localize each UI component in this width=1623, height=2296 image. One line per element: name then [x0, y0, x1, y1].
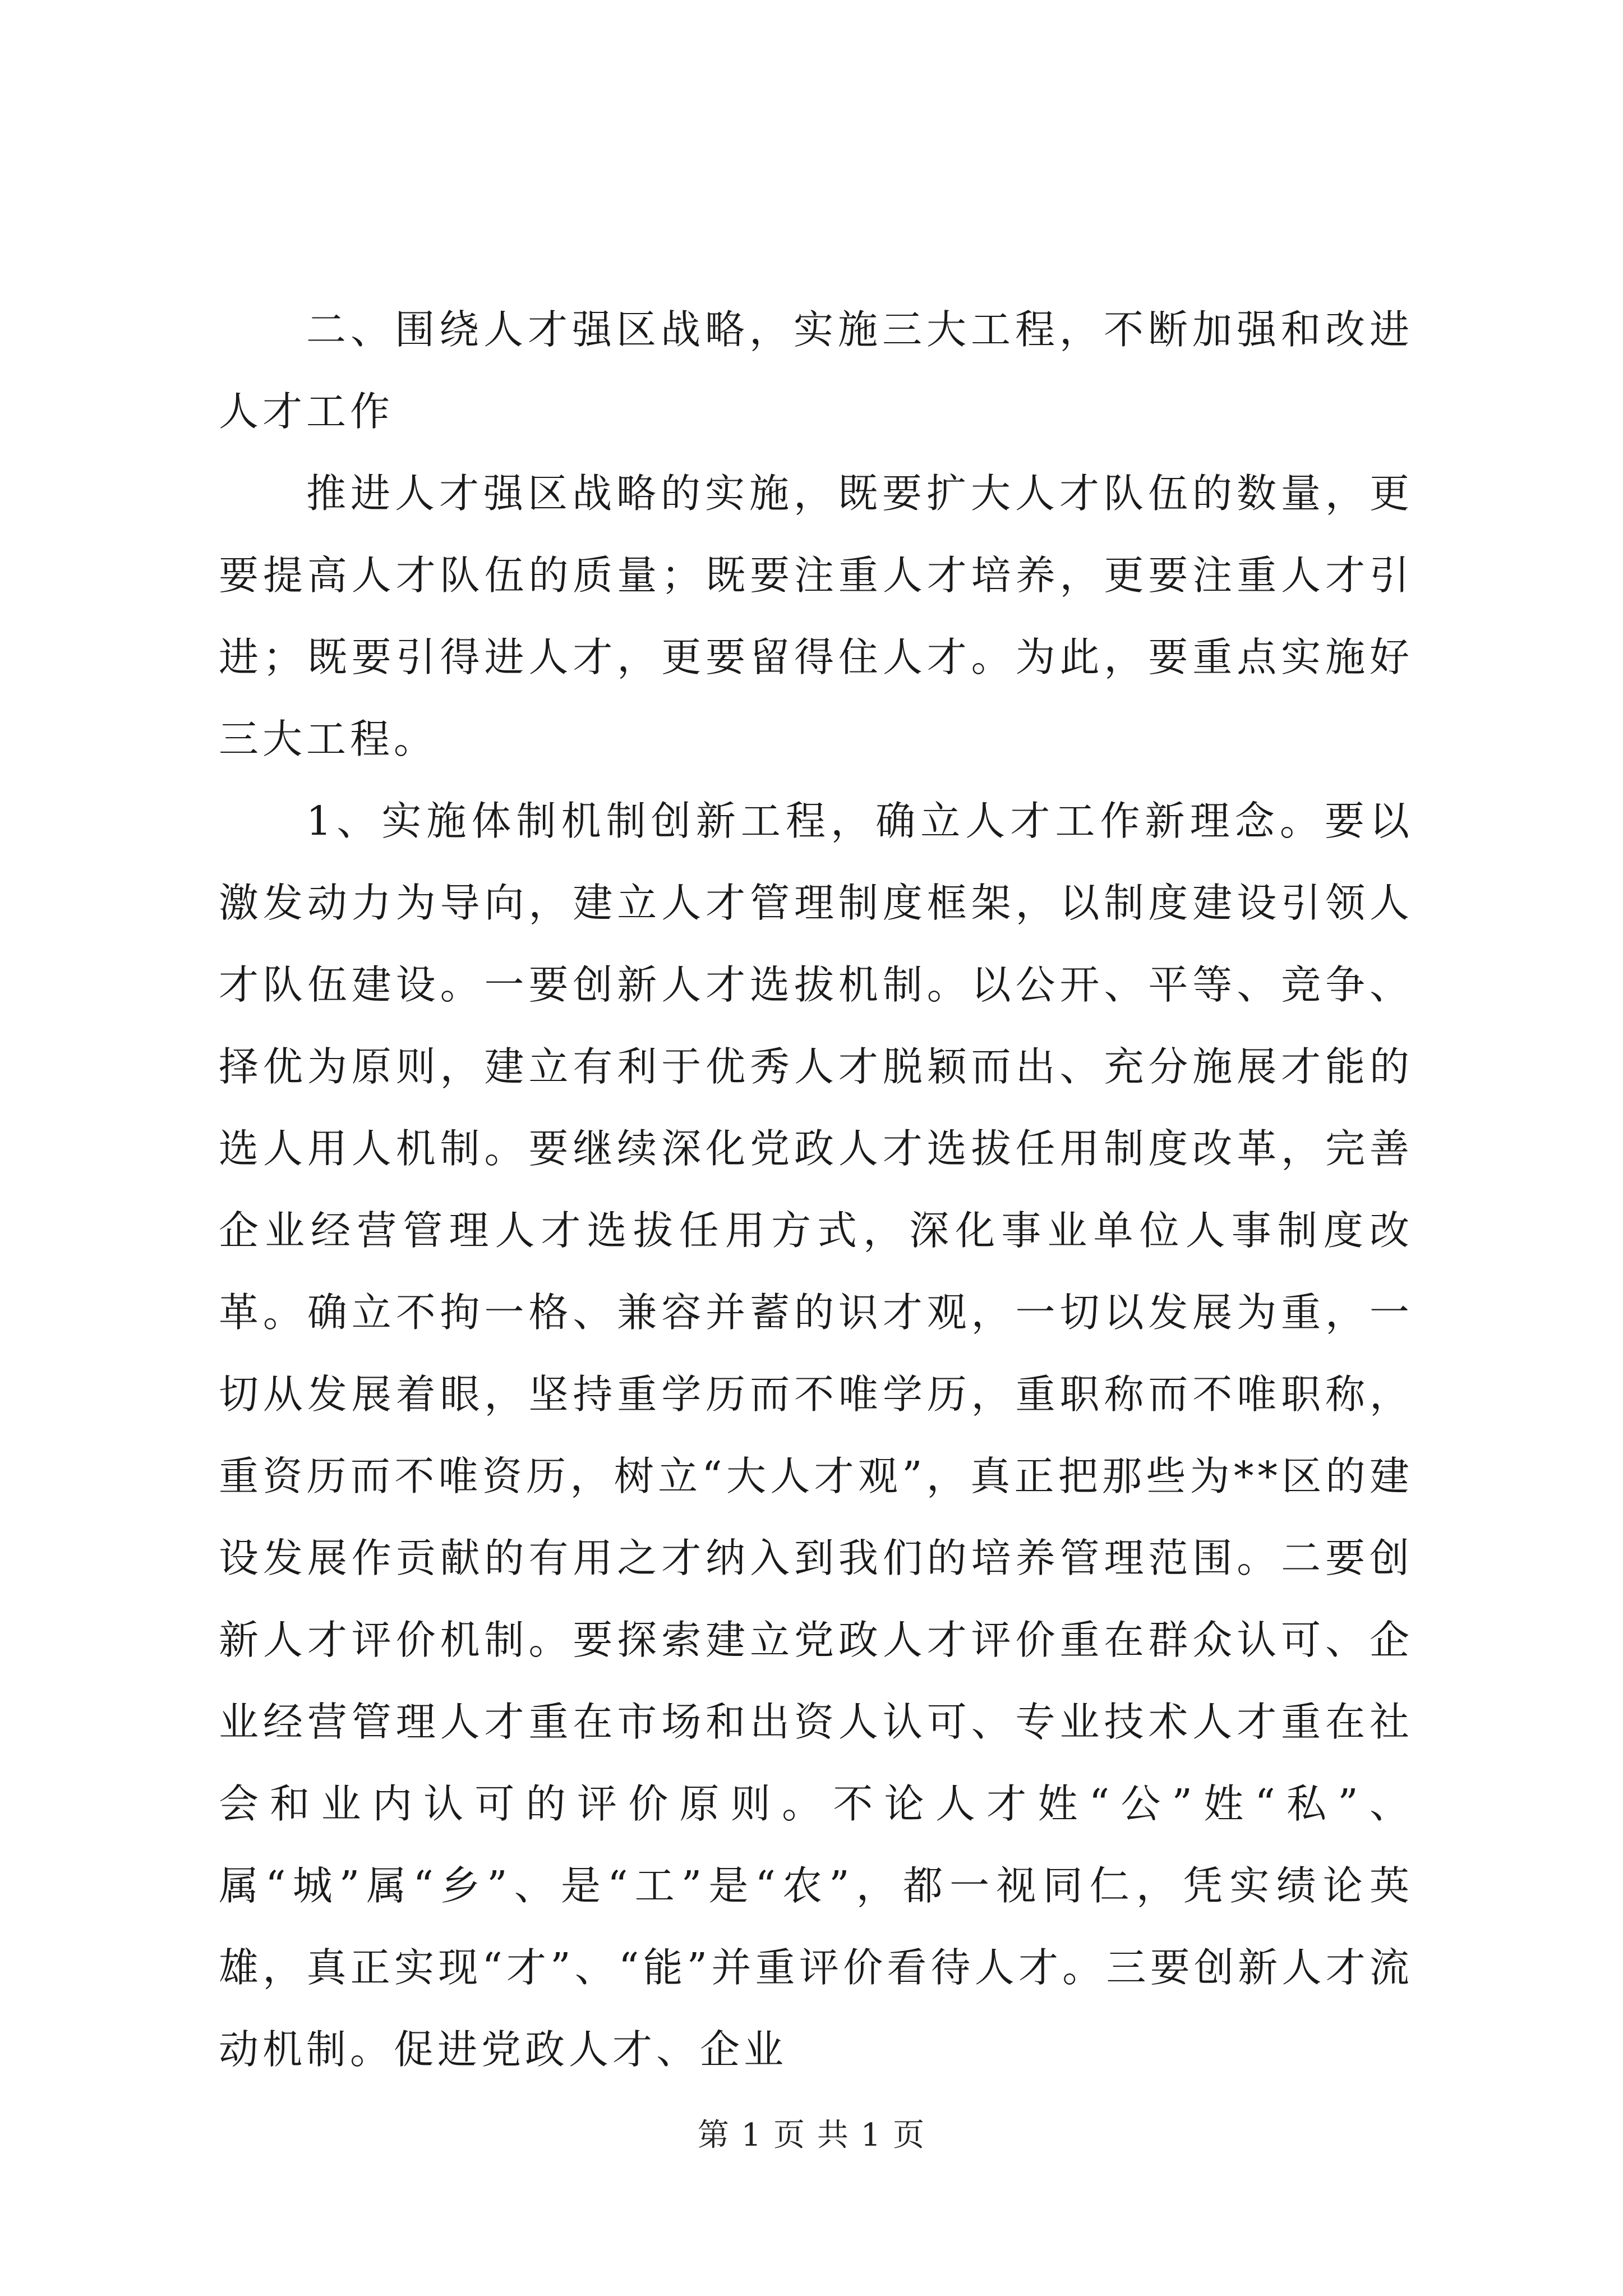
paragraph: 1、实施体制机制创新工程，确立人才工作新理念。要以激发动力为导向，建立人才管理制度框架，以制度建设引领人才队伍建设。一要创新人才选拔机制。以公开、平等、竞争、择优为原则，建立有利于优秀人才脱颖而出、充分施展才能的选人用人机制。要继续深化党政人才选拔任用制度改革，完善企业经营管理人才选拔任用方式，深化事业单位人事制度改革。确立不拘一格、兼容并蓄的识才观，一切以发展为重，一切从发展着眼，坚持重学历而不唯学历，重职称而不唯职称，重资历而不唯资历，树立“大人才观”，真正把那些为**区的建设发展作贡献的有用之才纳入到我们的培养管理范围。二要创新人才评价机制。要探索建立党政人才评价重在群众认可、企业经营管理人才重在市场和出资人认可、专业技术人才重在社会和业内认可的评价原则。不论人才姓“公”姓“私”、属“城”属“乡”、是“工”是“农”，都一视同仁，凭实绩论英雄，真正实现“才”、“能”并重评价看待人才。三要创新人才流动机制。促进党政人才、企业 [219, 798, 1413, 2073]
page-footer: 第 1 页 共 1 页 [697, 2117, 926, 2154]
section-heading: 二、围绕人才强区战略，实施三大工程，不断加强和改进人才工作 [219, 306, 1413, 435]
paragraph: 推进人才强区战略的实施，既要扩大人才队伍的数量，更要提高人才队伍的质量；既要注重人才培养，更要注重人才引进；既要引得进人才，更要留得住人才。为此，要重点实施好三大工程。 [219, 470, 1413, 762]
document-body [219, 289, 1413, 2091]
